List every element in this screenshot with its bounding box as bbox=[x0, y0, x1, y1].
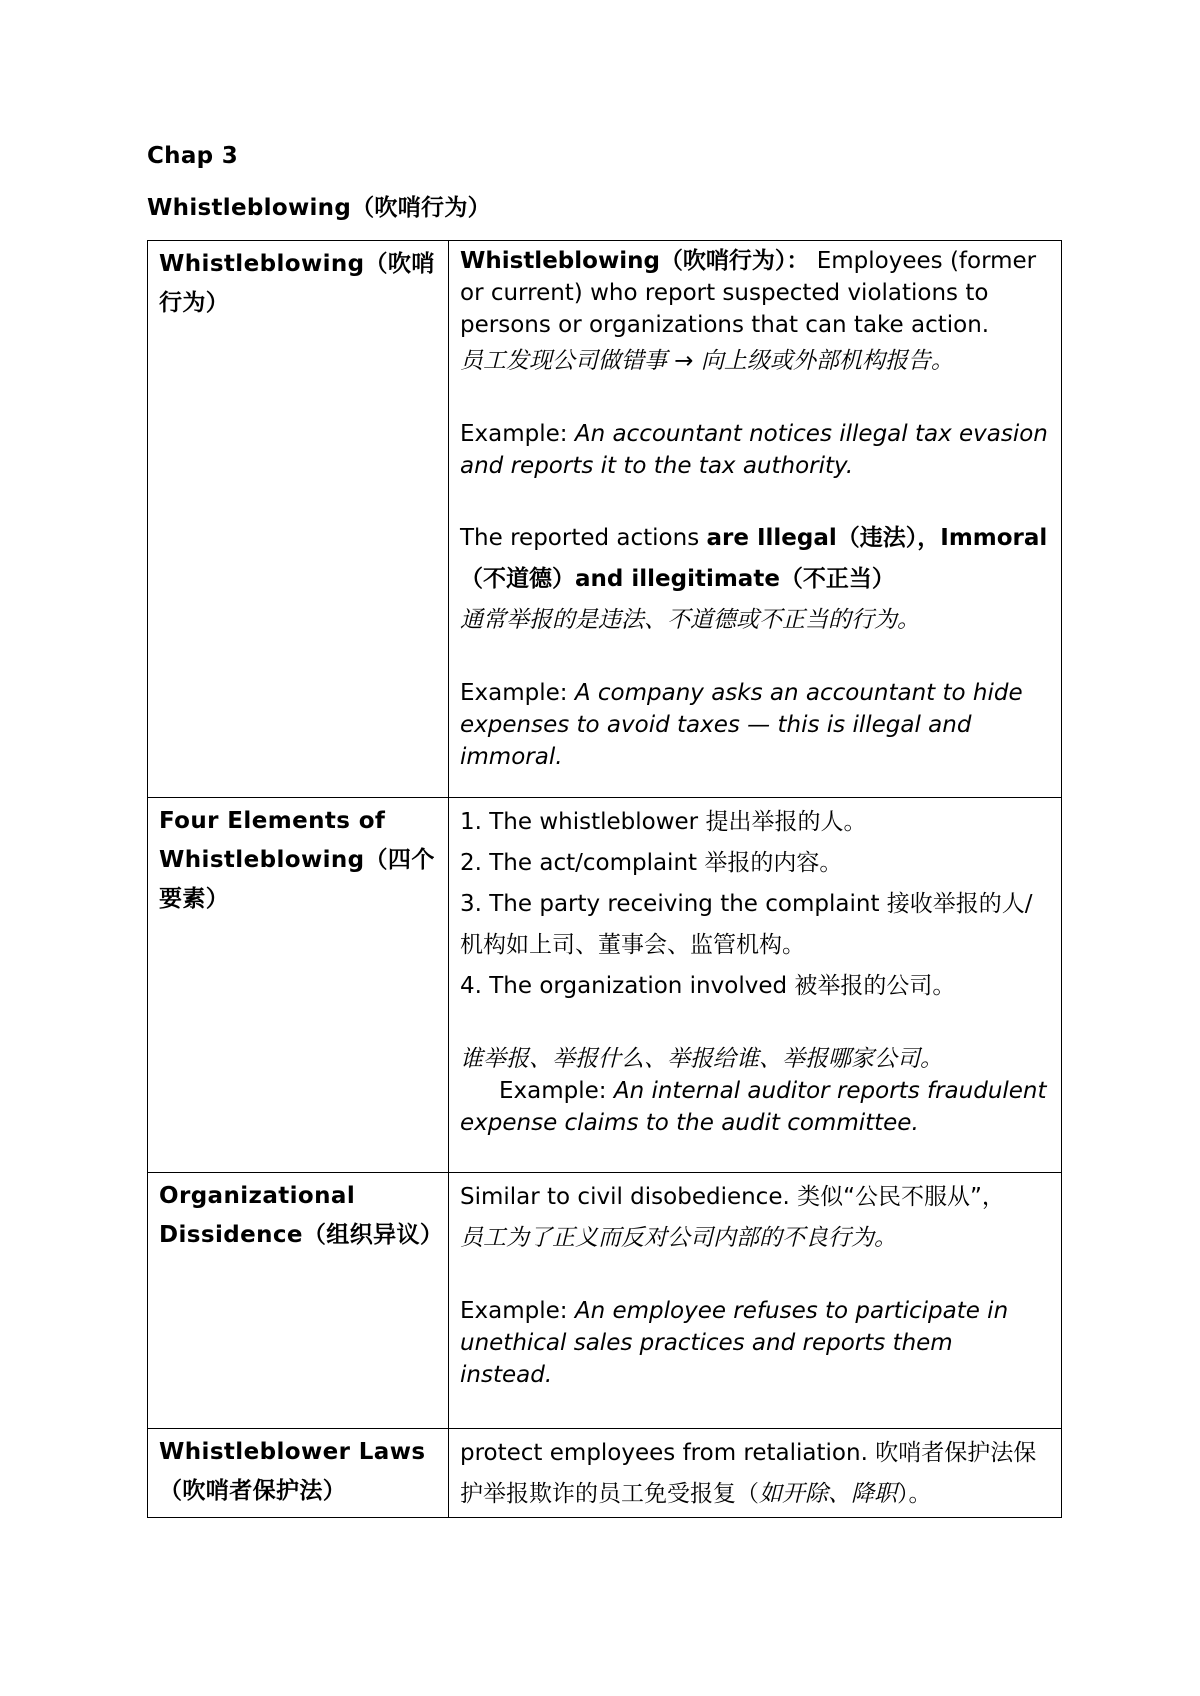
term-label: Whistleblowing（吹哨行为） bbox=[159, 251, 435, 316]
notes-table bbox=[147, 240, 1062, 1518]
law-examples: 如开除、降职 bbox=[759, 1481, 897, 1507]
example-text: An internal auditor reports fraudulent expense claims to the audit committee. bbox=[460, 1078, 1047, 1136]
summary-chinese: 谁举报、举报什么、举报给谁、举报哪家公司。 bbox=[460, 1046, 943, 1072]
example-paragraph bbox=[460, 1075, 1051, 1139]
term-cell bbox=[148, 241, 449, 798]
term-cell bbox=[148, 798, 449, 1173]
example-label: Example: bbox=[460, 1298, 575, 1324]
example-paragraph bbox=[460, 418, 1051, 482]
list-item: 4. The organization involved 被举报的公司。 bbox=[460, 973, 956, 999]
definition-cell bbox=[449, 1429, 1062, 1518]
example-label: Example: bbox=[460, 680, 575, 706]
definition-cell bbox=[449, 798, 1062, 1173]
document-page bbox=[147, 140, 1061, 1518]
table-row bbox=[148, 1429, 1062, 1518]
definition-cell bbox=[449, 1173, 1062, 1429]
example-label: Example: bbox=[460, 421, 575, 447]
term-cell bbox=[148, 1429, 449, 1518]
example-label: Example: bbox=[499, 1078, 614, 1104]
reported-prefix: The reported actions bbox=[460, 525, 707, 551]
term-label: Organizational Dissidence（组织异议） bbox=[159, 1183, 444, 1248]
definition-cell bbox=[449, 241, 1062, 798]
definition-paragraph bbox=[460, 245, 1051, 341]
reported-actions bbox=[460, 518, 1051, 600]
definition-chinese: 员工发现公司做错事 → 向上级或外部机构报告。 bbox=[460, 348, 954, 374]
term-label: Four Elements of Whistleblowing（四个要素） bbox=[159, 808, 435, 912]
term-label: Whistleblower Laws（吹哨者保护法） bbox=[159, 1439, 426, 1504]
law-text-end: ）。 bbox=[897, 1481, 932, 1507]
definition-text: Employees (former or current) who report suspected violations to persons or organizations that can take action. bbox=[460, 248, 1037, 338]
definition-chinese: 员工为了正义而反对公司内部的不良行为。 bbox=[460, 1225, 897, 1251]
law-text: protect employees from retaliation. 吹哨者保护法保护举报欺诈的员工免受报复（ bbox=[460, 1440, 1037, 1507]
term-cell bbox=[148, 1173, 449, 1429]
example-paragraph bbox=[460, 677, 1051, 773]
list-item: 2. The act/complaint 举报的内容。 bbox=[460, 850, 843, 876]
table-row bbox=[148, 241, 1062, 798]
definition-text bbox=[460, 1433, 1051, 1515]
section-title: Whistleblowing（吹哨行为） bbox=[147, 195, 491, 221]
table-row bbox=[148, 1173, 1062, 1429]
definition-text: Similar to civil disobedience. 类似“公民不服从”， bbox=[460, 1184, 1005, 1210]
example-text: A company asks an accountant to hide expenses to avoid taxes — this is illegal and immoral. bbox=[460, 680, 1023, 770]
example-paragraph bbox=[460, 1295, 1051, 1391]
list-item: 3. The party receiving the complaint 接收举报的人/机构如上司、董事会、监管机构。 bbox=[460, 891, 1033, 958]
table-row bbox=[148, 798, 1062, 1173]
chapter-heading: Chap 3 bbox=[147, 143, 239, 169]
definition-term: Whistleblowing（吹哨行为）： bbox=[460, 248, 810, 274]
example-text: An accountant notices illegal tax evasion and reports it to the tax authority. bbox=[460, 421, 1048, 479]
example-text: An employee refuses to participate in unethical sales practices and reports them instead. bbox=[460, 1298, 1009, 1388]
list-item: 1. The whistleblower 提出举报的人。 bbox=[460, 809, 867, 835]
reported-chinese: 通常举报的是违法、不道德或不正当的行为。 bbox=[460, 607, 920, 633]
reported-bold: are Illegal（违法），Immoral（不道德）and illegitimate（不正当） bbox=[460, 525, 1048, 592]
